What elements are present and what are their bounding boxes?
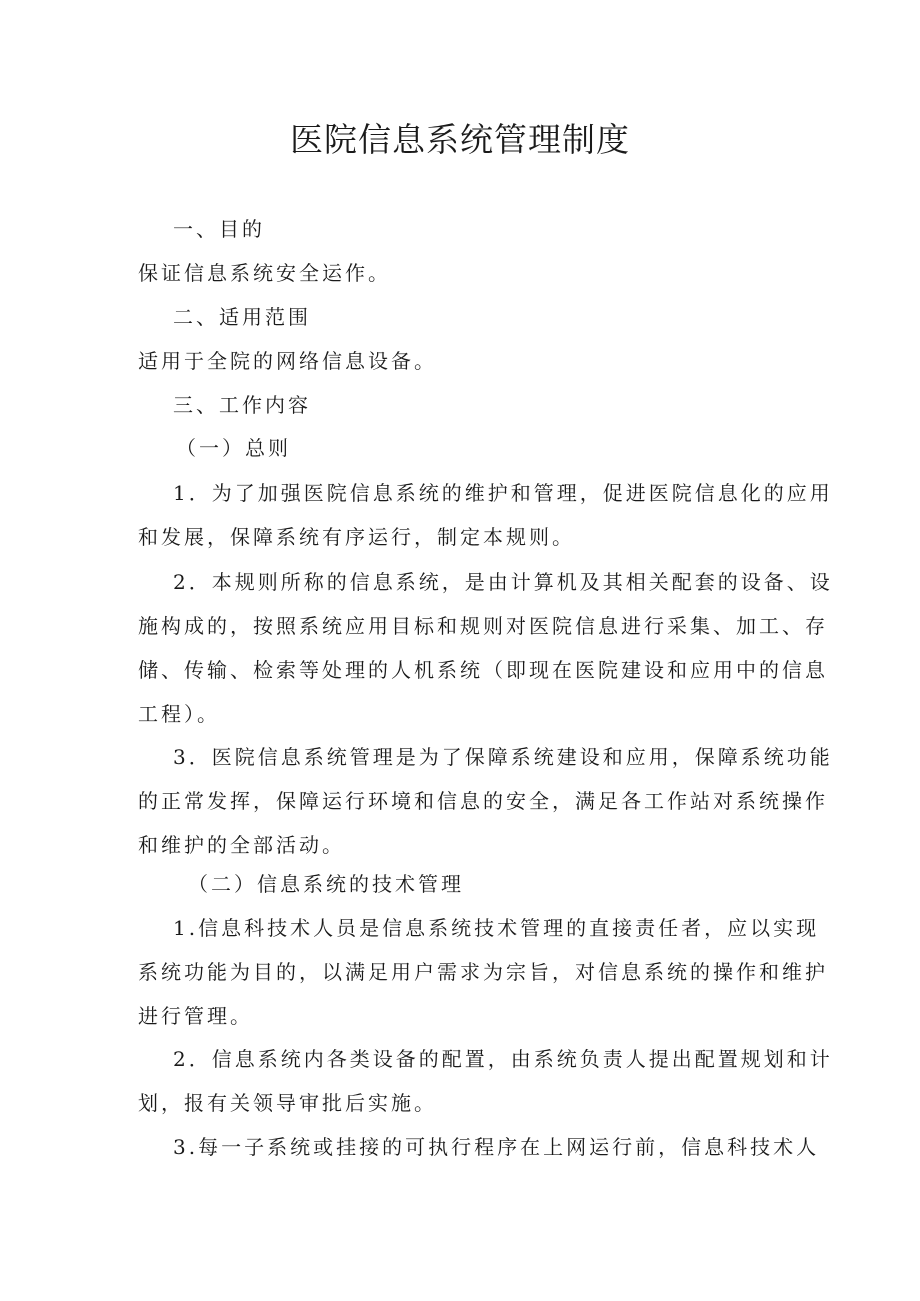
subsection-2-heading: （二）信息系统的技术管理	[188, 872, 464, 896]
paragraph-2	[138, 560, 833, 736]
subsection-1-heading: （一）总则	[176, 436, 291, 460]
paragraph-6	[138, 1125, 820, 1169]
text-line: 3．医院信息系统管理是为了保障系统建设和应用，保障系统功能	[173, 745, 833, 769]
text-line: 和维护的全部活动。	[138, 833, 345, 857]
paragraph-4	[138, 906, 828, 1038]
text-line: 进行管理。	[138, 1004, 253, 1028]
text-line: 1．为了加强医院信息系统的维护和管理，促进医院信息化的应用	[173, 481, 833, 505]
text-line: 2．信息系统内各类设备的配置，由系统负责人提出配置规划和计	[173, 1047, 833, 1071]
text-line: 施构成的，按照系统应用目标和规则对医院信息进行采集、加工、存	[138, 614, 828, 638]
paragraph-1	[138, 471, 833, 559]
text-line: 工程）。	[138, 702, 220, 726]
paragraph-3	[138, 735, 833, 867]
text-line: 系统功能为目的，以满足用户需求为宗旨，对信息系统的操作和维护	[138, 960, 828, 984]
text-line: 适用于全院的网络信息设备。	[138, 349, 437, 373]
text-line: 1.信息科技术人员是信息系统技术管理的直接责任者，应以实现	[173, 916, 820, 940]
text-line: 和发展，保障系统有序运行，制定本规则。	[138, 525, 575, 549]
text-line: 保证信息系统安全运作。	[138, 261, 391, 285]
text-line: 2．本规则所称的信息系统，是由计算机及其相关配套的设备、设	[173, 570, 833, 594]
text-line: 3.每一子系统或挂接的可执行程序在上网运行前，信息科技术人	[173, 1135, 820, 1159]
section-3-heading: 三、工作内容	[173, 393, 311, 417]
section-2-text	[138, 339, 798, 383]
section-2-heading: 二、适用范围	[173, 305, 311, 329]
text-line: 的正常发挥，保障运行环境和信息的安全，满足各工作站对系统操作	[138, 789, 828, 813]
document-title: 医院信息系统管理制度	[290, 120, 630, 159]
paragraph-5	[138, 1037, 833, 1125]
section-1-heading: 一、目的	[173, 217, 265, 241]
section-1-text	[138, 251, 798, 295]
text-line: 划，报有关领导审批后实施。	[138, 1091, 437, 1115]
text-line: 储、传输、检索等处理的人机系统（即现在医院建设和应用中的信息	[138, 658, 828, 682]
